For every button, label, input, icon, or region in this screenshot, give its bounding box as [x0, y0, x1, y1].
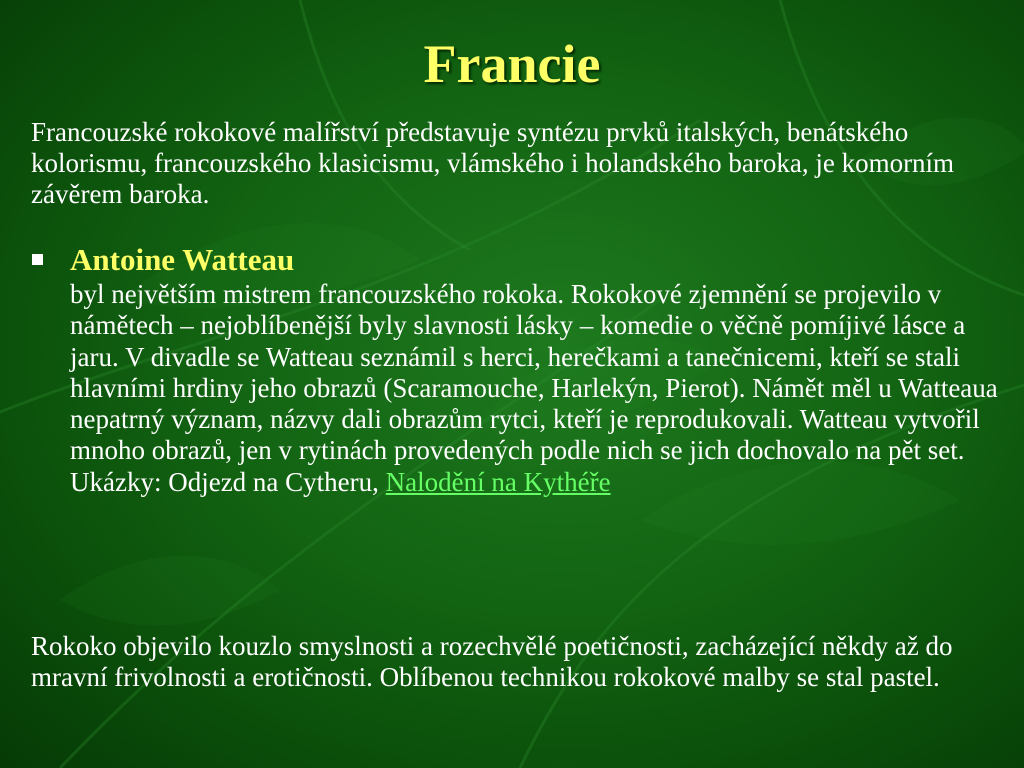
- bullet-heading: Antoine Watteau: [70, 242, 295, 277]
- bullet-content: [70, 241, 1020, 498]
- square-bullet-icon: [32, 254, 43, 265]
- examples-line: [70, 467, 1020, 498]
- examples-link[interactable]: Nalodění na Kythéře: [385, 466, 611, 497]
- intro-paragraph: Francouzské rokokové malířství představuje syntézu prvků italských, benátského kolorismu, francouzského klasicismu, vlámského i holandského baroka, je komorním závěrem baroka.: [31, 117, 955, 209]
- examples-prefix: Ukázky: Odjezd na Cytheru,: [70, 466, 386, 497]
- slide-title: Francie: [423, 34, 601, 94]
- bullet-text: byl největším mistrem francouzského rokoka. Rokokové zjemnění se projevilo v námětech – nejoblíbenější byly slavnosti lásky – komedie o věčně pomíjivé lásce a jaru. V divadle se Watteau seznámil s herci, herečkami a tanečnicemi, kteří se stali hlavními hrdiny jeho obrazů (Scaramouche, Harlekýn, Pierot). Námět měl u Watteaua nepatrný význam, názvy dali obrazům rytci, kteří je reprodukovali. Watteau vytvořil mnoho obrazů, jen v rytinách provedených podle nich se jich dochovalo na pět set.: [70, 279, 998, 466]
- closing-paragraph: Rokoko objevilo kouzlo smyslnosti a rozechvělé poetičnosti, zacházející někdy až do mravní frivolnosti a erotičnosti. Oblíbenou technikou rokokové malby se stal pastel.: [31, 631, 953, 692]
